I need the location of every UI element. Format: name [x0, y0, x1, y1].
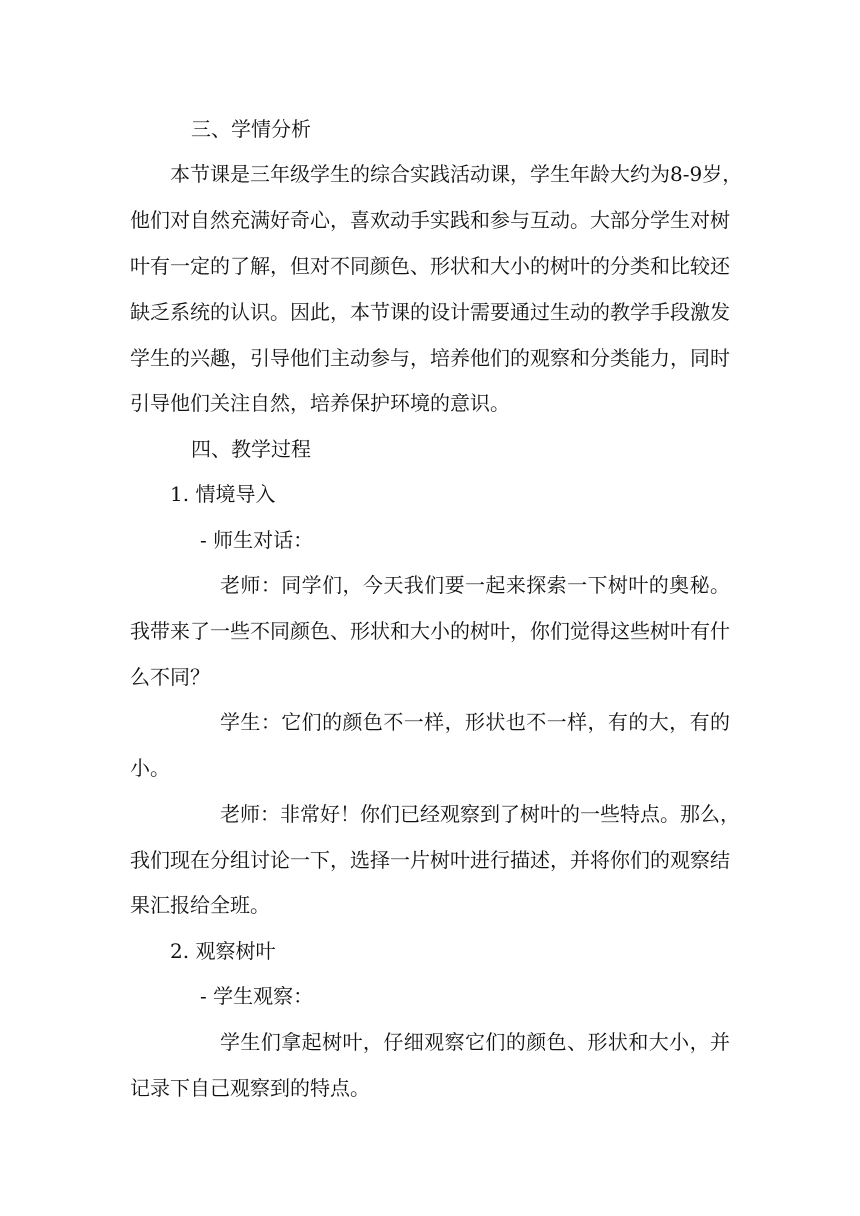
- dialogue-3-line-1: 老师：非常好！你们已经观察到了树叶的一些特点。那么，: [220, 802, 740, 826]
- dialogue-3-line-2: 我们现在分组讨论一下，选择一片树叶进行描述，并将你们的观察结: [130, 848, 730, 872]
- analysis-line-6: 引导他们关注自然，培养保护环境的意识。: [130, 391, 510, 415]
- dialogue-3-line-3: 果汇报给全班。: [130, 893, 270, 917]
- step-2-title: 2. 观察树叶: [170, 939, 276, 963]
- analysis-line-1: 本节课是三年级学生的综合实践活动课，学生年龄大约为8-9岁，: [170, 162, 743, 186]
- analysis-line-4: 缺乏系统的认识。因此，本节课的设计需要通过生动的教学手段激发: [130, 300, 730, 324]
- section-heading-process: 四、教学过程: [191, 437, 311, 461]
- analysis-line-5: 学生的兴趣，引导他们主动参与，培养他们的观察和分类能力，同时: [130, 346, 730, 370]
- dialogue-1-line-1: 老师：同学们，今天我们要一起来探索一下树叶的奥秘。: [220, 573, 730, 597]
- step-2-subheading: - 学生观察：: [200, 984, 314, 1008]
- analysis-line-3: 叶有一定的了解，但对不同颜色、形状和大小的树叶的分类和比较还: [130, 254, 730, 278]
- dialogue-2-line-2: 小。: [130, 756, 170, 780]
- analysis-line-2: 他们对自然充满好奇心，喜欢动手实践和参与互动。大部分学生对树: [130, 208, 730, 232]
- step-1-title: 1. 情境导入: [170, 482, 276, 506]
- observation-line-1: 学生们拿起树叶，仔细观察它们的颜色、形状和大小，并: [220, 1030, 730, 1054]
- step-1-subheading: - 师生对话：: [200, 528, 314, 552]
- observation-line-2: 记录下自己观察到的特点。: [130, 1076, 370, 1100]
- section-heading-analysis: 三、学情分析: [191, 117, 311, 141]
- dialogue-2-line-1: 学生：它们的颜色不一样，形状也不一样，有的大，有的: [220, 710, 730, 734]
- dialogue-1-line-2: 我带来了一些不同颜色、形状和大小的树叶，你们觉得这些树叶有什: [130, 619, 730, 643]
- dialogue-1-line-3: 么不同？: [130, 665, 210, 689]
